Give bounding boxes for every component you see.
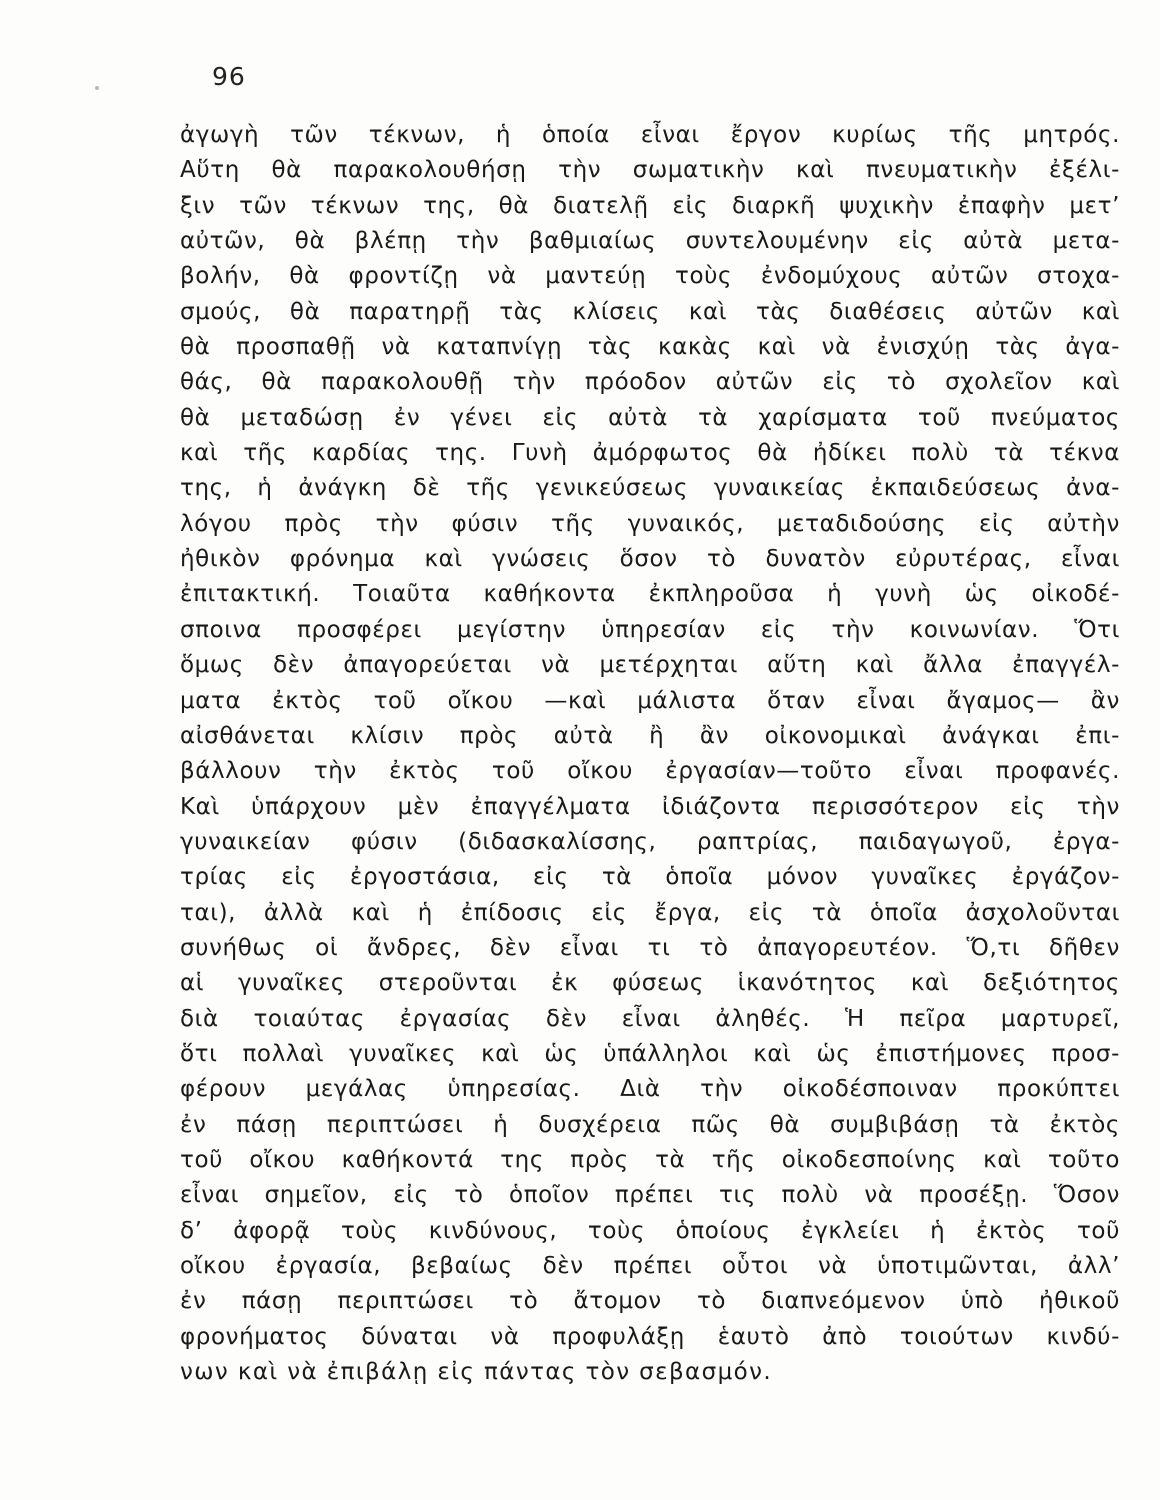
text-line: φέρουν μεγάλας ὑπηρεσίας. Διὰ τὴν οἰκοδέσποιναν προκύπτει: [180, 1076, 1120, 1103]
text-line: ὅμως δὲν ἀπαγορεύεται νὰ μετέρχηται αὕτη καὶ ἄλλα ἐπαγγέλ-: [180, 652, 1120, 679]
text-line: τρίας εἰς ἐργοστάσια, εἰς τὰ ὁποῖα μόνον γυναῖκες ἐργάζον-: [180, 864, 1120, 891]
text-line: συνήθως οἱ ἄνδρες, δὲν εἶναι τι τὸ ἀπαγορευτέον. Ὅ,τι δῆθεν: [180, 934, 1120, 961]
text-line: της, ἡ ἀνάγκη δὲ τῆς γενικεύσεως γυναικείας ἐκπαιδεύσεως ἀνα-: [180, 475, 1120, 502]
text-line: οἴκου ἐργασία, βεβαίως δὲν πρέπει οὗτοι νὰ ὑποτιμῶνται, ἀλλ’: [180, 1253, 1120, 1279]
text-line: σμούς, θὰ παρατηρῇ τὰς κλίσεις καὶ τὰς διαθέσεις αὐτῶν καὶ: [180, 298, 1120, 325]
text-line: διὰ τοιαύτας ἐργασίας δὲν εἶναι ἀληθές. Ἡ πεῖρα μαρτυρεῖ,: [180, 1005, 1120, 1032]
text-line: καὶ τῆς καρδίας της. Γυνὴ ἀμόρφωτος θὰ ἠδίκει πολὺ τὰ τέκνα: [180, 440, 1120, 467]
text-line: τοῦ οἴκου καθήκοντά της πρὸς τὰ τῆς οἰκοδεσποίνης καὶ τοῦτο: [180, 1146, 1120, 1173]
text-line: θάς, θὰ παρακολουθῇ τὴν πρόοδον αὐτῶν εἰς τὸ σχολεῖον καὶ: [180, 369, 1120, 396]
text-line: λόγου πρὸς τὴν φύσιν τῆς γυναικός, μεταδιδούσης εἰς αὐτὴν: [180, 510, 1120, 537]
text-line: σποινα προσφέρει μεγίστην ὑπηρεσίαν εἰς τὴν κοινωνίαν. Ὅτι: [180, 616, 1120, 643]
text-line: ται), ἀλλὰ καὶ ἡ ἐπίδοσις εἰς ἔργα, εἰς τὰ ὁποῖα ἀσχολοῦνται: [180, 899, 1120, 926]
text-line: αἰσθάνεται κλίσιν πρὸς αὐτὰ ἢ ἂν οἰκονομικαὶ ἀνάγκαι ἐπι-: [180, 722, 1120, 749]
text-line: εἶναι σημεῖον, εἰς τὸ ὁποῖον πρέπει τις πολὺ νὰ προσέξῃ. Ὅσον: [180, 1182, 1120, 1209]
text-line: ὅτι πολλαὶ γυναῖκες καὶ ὡς ὑπάλληλοι καὶ ὡς ἐπιστήμονες προσ-: [180, 1040, 1120, 1067]
text-line: ξιν τῶν τέκνων της, θὰ διατελῇ εἰς διαρκῆ ψυχικὴν ἐπαφὴν μετ’: [180, 192, 1120, 219]
text-line: γυναικείαν φύσιν (διδασκαλίσσης, ραπτρίας, παιδαγωγοῦ, ἐργα-: [180, 828, 1120, 855]
text-line: δ’ ἀφορᾷ τοὺς κινδύνους, τοὺς ὁποίους ἐγκλείει ἡ ἐκτὸς τοῦ: [180, 1217, 1120, 1244]
text-line: αἱ γυναῖκες στεροῦνται ἐκ φύσεως ἱκανότητος καὶ δεξιότητος: [180, 970, 1120, 997]
text-line: ἀγωγὴ τῶν τέκνων, ἡ ὁποία εἶναι ἔργον κυρίως τῆς μητρός.: [180, 122, 1120, 148]
text-line: φρονήματος δύναται νὰ προφυλάξῃ ἑαυτὸ ἀπὸ τοιούτων κινδύ-: [180, 1323, 1120, 1350]
text-line: θὰ μεταδώσῃ ἐν γένει εἰς αὐτὰ τὰ χαρίσματα τοῦ πνεύματος: [180, 404, 1120, 431]
page-number: 96: [212, 62, 246, 91]
text-line: Αὕτη θὰ παρακολουθήσῃ τὴν σωματικὴν καὶ πνευματικὴν ἐξέλι-: [180, 157, 1120, 184]
text-line: βολήν, θὰ φροντίζῃ νὰ μαντεύῃ τοὺς ἐνδομύχους αὐτῶν στοχα-: [180, 263, 1120, 290]
text-line: ματα ἐκτὸς τοῦ οἴκου —καὶ μάλιστα ὅταν εἶναι ἄγαμος— ἂν: [180, 687, 1120, 714]
text-line: Καὶ ὑπάρχουν μὲν ἐπαγγέλματα ἰδιάζοντα περισσότερον εἰς τὴν: [180, 793, 1120, 820]
text-line: θὰ προσπαθῇ νὰ καταπνίγῃ τὰς κακὰς καὶ νὰ ἐνισχύῃ τὰς ἀγα-: [180, 334, 1120, 361]
text-line: βάλλουν τὴν ἐκτὸς τοῦ οἴκου ἐργασίαν—τοῦτο εἶναι προφανές.: [180, 758, 1120, 785]
text-line: ἐν πάσῃ περιπτώσει τὸ ἄτομον τὸ διαπνεόμενον ὑπὸ ἠθικοῦ: [180, 1288, 1120, 1315]
text-line: νων καὶ νὰ ἐπιβάλῃ εἰς πάντας τὸν σεβασμόν.: [180, 1359, 773, 1386]
text-line: ἐπιτακτική. Τοιαῦτα καθήκοντα ἐκπληροῦσα ἡ γυνὴ ὡς οἰκοδέ-: [180, 581, 1120, 608]
body-text: [180, 118, 1120, 1390]
text-line: ἠθικὸν φρόνημα καὶ γνώσεις ὅσον τὸ δυνατὸν εὐρυτέρας, εἶναι: [180, 546, 1120, 573]
text-line: αὐτῶν, θὰ βλέπῃ τὴν βαθμιαίως συντελουμένην εἰς αὐτὰ μετα-: [180, 228, 1120, 255]
paper-speck: [95, 86, 99, 90]
text-line: ἐν πάσῃ περιπτώσει ἡ δυσχέρεια πῶς θὰ συμβιβάσῃ τὰ ἐκτὸς: [180, 1111, 1120, 1138]
